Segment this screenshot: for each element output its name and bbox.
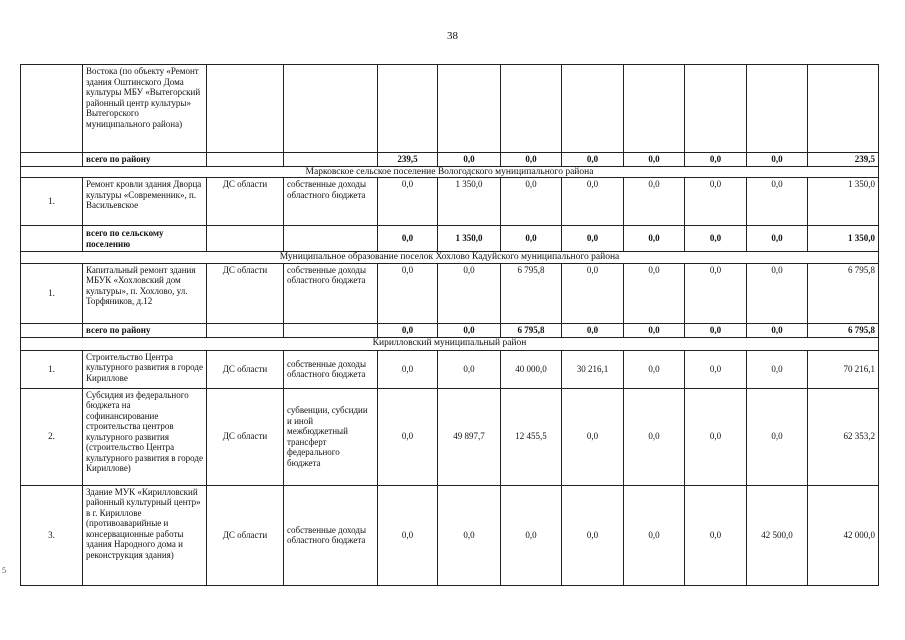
value-cell: 0,0: [747, 263, 808, 323]
value-cell: 0,0: [624, 153, 685, 167]
value-cell: 0,0: [378, 350, 438, 388]
row-number-cell: [21, 65, 83, 153]
value-cell: 0,0: [624, 388, 685, 485]
funding-source-cell: субвенции, субсидии и иной межбюджетный трансферт федерального бюджета: [284, 388, 378, 485]
executor-cell: [207, 323, 284, 337]
value-cell: 0,0: [438, 153, 501, 167]
funding-source-cell: собственные доходы областного бюджета: [284, 485, 378, 585]
value-cell: 0,0: [562, 323, 624, 337]
object-name-cell: Капитальный ремонт здания МБУК «Хохловский дом культуры», п. Хохлово, ул. Торфяников, д.12: [83, 263, 207, 323]
value-cell: [501, 65, 562, 153]
value-cell: [747, 65, 808, 153]
funding-source-cell: собственные доходы областного бюджета: [284, 350, 378, 388]
row-number-cell: [21, 153, 83, 167]
value-cell: 0,0: [438, 323, 501, 337]
row-number-cell: 2.: [21, 388, 83, 485]
table-row: [21, 65, 879, 153]
total-label: всего по сельскому поселению: [83, 226, 207, 252]
row-number-cell: [21, 226, 83, 252]
value-cell: 0,0: [501, 153, 562, 167]
value-cell: 0,0: [501, 485, 562, 585]
value-cell: 42 500,0: [747, 485, 808, 585]
executor-cell: ДС области: [207, 388, 284, 485]
executor-cell: ДС области: [207, 178, 284, 226]
table-row: [21, 350, 879, 388]
value-cell: 0,0: [378, 263, 438, 323]
section-row: [21, 166, 879, 178]
value-cell: 0,0: [501, 226, 562, 252]
page-number: 38: [447, 30, 458, 42]
value-cell: 0,0: [624, 323, 685, 337]
table-row: [21, 178, 879, 226]
value-cell: 1 350,0: [438, 178, 501, 226]
value-cell: 30 216,1: [562, 350, 624, 388]
value-cell: 0,0: [685, 350, 747, 388]
source-cell: [284, 153, 378, 167]
source-cell: [284, 323, 378, 337]
funding-source-cell: собственные доходы областного бюджета: [284, 178, 378, 226]
value-cell: 62 353,2: [808, 388, 879, 485]
section-row: [21, 337, 879, 350]
value-cell: 0,0: [438, 485, 501, 585]
object-name-cell: Строительство Центра культурного развития в городе Кириллове: [83, 350, 207, 388]
executor-cell: ДС области: [207, 350, 284, 388]
section-title: Кирилловский муниципальный район: [21, 337, 879, 350]
value-cell: 0,0: [501, 178, 562, 226]
value-cell: 0,0: [378, 388, 438, 485]
value-cell: 0,0: [562, 153, 624, 167]
value-cell: 49 897,7: [438, 388, 501, 485]
total-row: [21, 323, 879, 337]
section-title: Муниципальное образование поселок Хохлово Кадуйского муниципального района: [21, 252, 879, 264]
value-cell: 40 000,0: [501, 350, 562, 388]
value-cell: 0,0: [624, 263, 685, 323]
value-cell: 12 455,5: [501, 388, 562, 485]
executor-cell: [207, 226, 284, 252]
source-cell: [284, 226, 378, 252]
budget-table: [20, 64, 879, 586]
value-cell: 0,0: [562, 178, 624, 226]
value-cell: 0,0: [685, 226, 747, 252]
value-cell: 0,0: [747, 226, 808, 252]
value-cell: 6 795,8: [808, 323, 879, 337]
value-cell: 1 350,0: [808, 226, 879, 252]
total-row: [21, 226, 879, 252]
value-cell: 6 795,8: [501, 323, 562, 337]
value-cell: 0,0: [562, 388, 624, 485]
row-number-cell: 1.: [21, 350, 83, 388]
value-cell: 0,0: [438, 350, 501, 388]
value-cell: 0,0: [562, 226, 624, 252]
value-cell: [378, 65, 438, 153]
value-cell: [562, 65, 624, 153]
section-row: [21, 252, 879, 264]
value-cell: 0,0: [378, 323, 438, 337]
row-number-cell: [21, 323, 83, 337]
value-cell: 0,0: [624, 178, 685, 226]
value-cell: 0,0: [685, 178, 747, 226]
executor-cell: [207, 65, 284, 153]
value-cell: 1 350,0: [808, 178, 879, 226]
table-row: [21, 263, 879, 323]
row-number-cell: 1.: [21, 178, 83, 226]
value-cell: 70 216,1: [808, 350, 879, 388]
value-cell: 0,0: [685, 388, 747, 485]
value-cell: 0,0: [378, 178, 438, 226]
value-cell: 0,0: [624, 485, 685, 585]
value-cell: 0,0: [685, 263, 747, 323]
value-cell: 0,0: [685, 153, 747, 167]
row-number-cell: 3.: [21, 485, 83, 585]
total-label: всего по району: [83, 323, 207, 337]
funding-source-cell: [284, 65, 378, 153]
value-cell: 0,0: [747, 323, 808, 337]
object-name-cell: Здание МУК «Кирилловский районный культурный центр» в г. Кириллове (противоаварийные и консервационные работы здания Народного дома и реконструкция здания): [83, 485, 207, 585]
total-row: [21, 153, 879, 167]
executor-cell: ДС области: [207, 485, 284, 585]
row-number-cell: 1.: [21, 263, 83, 323]
value-cell: 0,0: [685, 485, 747, 585]
table-row: [21, 388, 879, 485]
value-cell: [438, 65, 501, 153]
value-cell: [685, 65, 747, 153]
section-title: Марковское сельское поселение Вологодского муниципального района: [21, 166, 879, 178]
value-cell: 1 350,0: [438, 226, 501, 252]
value-cell: 0,0: [747, 153, 808, 167]
table-row: [21, 485, 879, 585]
value-cell: [624, 65, 685, 153]
value-cell: 0,0: [378, 226, 438, 252]
value-cell: 0,0: [747, 178, 808, 226]
total-label: всего по району: [83, 153, 207, 167]
margin-mark: 5: [2, 566, 6, 575]
executor-cell: [207, 153, 284, 167]
value-cell: 0,0: [438, 263, 501, 323]
object-name-cell: Востока (по объекту «Ремонт здания Оштинского Дома культуры МБУ «Вытегорский районный центр культуры» Вытегорского муниципального района): [83, 65, 207, 153]
value-cell: 0,0: [378, 485, 438, 585]
value-cell: 0,0: [624, 226, 685, 252]
value-cell: 6 795,8: [808, 263, 879, 323]
value-cell: 6 795,8: [501, 263, 562, 323]
value-cell: 239,5: [378, 153, 438, 167]
executor-cell: ДС области: [207, 263, 284, 323]
value-cell: 0,0: [562, 485, 624, 585]
value-cell: 0,0: [562, 263, 624, 323]
value-cell: 42 000,0: [808, 485, 879, 585]
object-name-cell: Ремонт кровли здания Дворца культуры «Современник», п. Васильевское: [83, 178, 207, 226]
object-name-cell: Субсидия из федерального бюджета на софинансирование строительства центров культурного развития (строительство Центра культурного развития в городе Кириллове): [83, 388, 207, 485]
value-cell: 0,0: [747, 350, 808, 388]
value-cell: 0,0: [685, 323, 747, 337]
funding-source-cell: собственные доходы областного бюджета: [284, 263, 378, 323]
value-cell: 0,0: [747, 388, 808, 485]
value-cell: 239,5: [808, 153, 879, 167]
value-cell: [808, 65, 879, 153]
value-cell: 0,0: [624, 350, 685, 388]
